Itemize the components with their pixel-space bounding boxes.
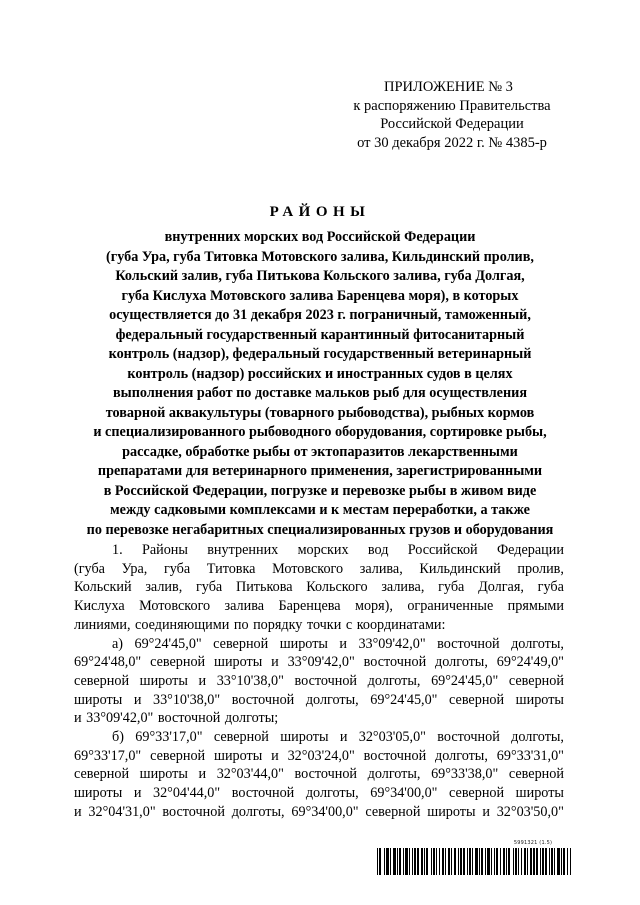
subtitle-line: осуществляется до 31 декабря 2023 г. пограничный, таможенный, [109,307,531,323]
subtitle-line: федеральный государственный карантинный фитосанитарный [115,326,525,343]
body-line: северной широты и 33°10'38,0" восточной долготы, 69°24'45,0" северной [74,672,564,689]
body-line: и 32°04'31,0" восточной долготы, 69°34'00,0" северной широты и 32°03'50,0" [74,803,564,820]
subtitle-line: (губа Ура, губа Титовка Мотовского залива, Кильдинский пролив, [106,248,534,265]
order-date-number: от 30 декабря 2022 г. № 4385-р [357,134,547,151]
body-line: б) 69°33'17,0" северной широты и 32°03'05,0" восточной долготы, [112,729,564,746]
body-line: северной широты и 32°03'44,0" восточной долготы, 69°33'38,0" северной [74,766,564,783]
subtitle-line: в Российской Федерации, погрузке и перевозке рыбы в живом виде [103,482,537,499]
subtitle-line: контроль (надзор) российских и иностранных судов в целях [127,365,513,382]
subtitle-line: и специализированного рыбоводного оборудования, сортировке рыбы, [93,424,547,440]
body-line: широты и 33°10'38,0" восточной долготы, 69°24'45,0" северной широты [74,691,564,708]
document-subtitle [58,228,582,540]
subtitle-line: Кольский залив, губа Питькова Кольского залива, губа Долгая, [115,268,525,284]
body-line: 69°33'17,0" северной широты и 32°03'24,0" восточной долготы, 69°33'31,0" [74,747,564,764]
body-line: 1. Районы внутренних морских вод Российской Федерации [112,542,564,558]
document-body [74,541,564,822]
appendix-number: ПРИЛОЖЕНИЕ № 3 [384,79,513,95]
body-line: (губа Ура, губа Титовка Мотовского залива, Кильдинский пролив, [74,560,564,577]
subtitle-line: внутренних морских вод Российской Федерации [164,229,476,245]
subtitle-line: рассадке, обработке рыбы от эктопаразитов лекарственными [122,443,518,460]
barcode-image [377,848,573,875]
body-line: 69°24'48,0" северной широты и 33°09'42,0" восточной долготы, 69°24'49,0" [74,654,564,671]
body-line: Кольский залив, губа Питькова Кольского залива, губа Долгая, губа [74,579,564,596]
appendix-header [332,78,572,152]
subtitle-line: выполнения работ по доставке мальков рыб для осуществления [113,385,527,401]
subtitle-line: губа Кислуха Мотовского залива Баренцева моря), в которых [121,287,519,304]
subtitle-line: товарной аквакультуры (товарного рыбоводства), рыбных кормов [105,404,535,421]
subtitle-line: препаратами для ветеринарного применения, зарегистрированными [97,463,543,479]
subtitle-line: контроль (надзор), федеральный государственный ветеринарный [108,346,532,362]
subtitle-line: по перевозке негабаритных специализированных грузов и оборудования [86,521,554,538]
order-line-1: к распоряжению Правительства [353,97,551,114]
subtitle-line: между садковыми комплексами и к местам переработки, а также [110,502,530,518]
body-line: и 33°09'42,0" восточной долготы; [74,710,279,727]
body-line: линиями, соединяющими по порядку точки с координатами: [74,616,446,633]
body-line: а) 69°24'45,0" северной широты и 33°09'42,0" восточной долготы, [112,635,564,652]
body-line: Кислуха Мотовского залива Баренцева моря), ограниченные прямыми [74,598,564,615]
document-title: РАЙОНЫ [269,204,371,220]
document-code: 5991321 (1.5) [513,840,553,846]
barcode-bar [570,848,571,875]
body-line: широты и 32°04'44,0" восточной долготы, 69°34'00,0" северной широты [74,785,564,802]
order-line-2: Российской Федерации [380,116,524,132]
